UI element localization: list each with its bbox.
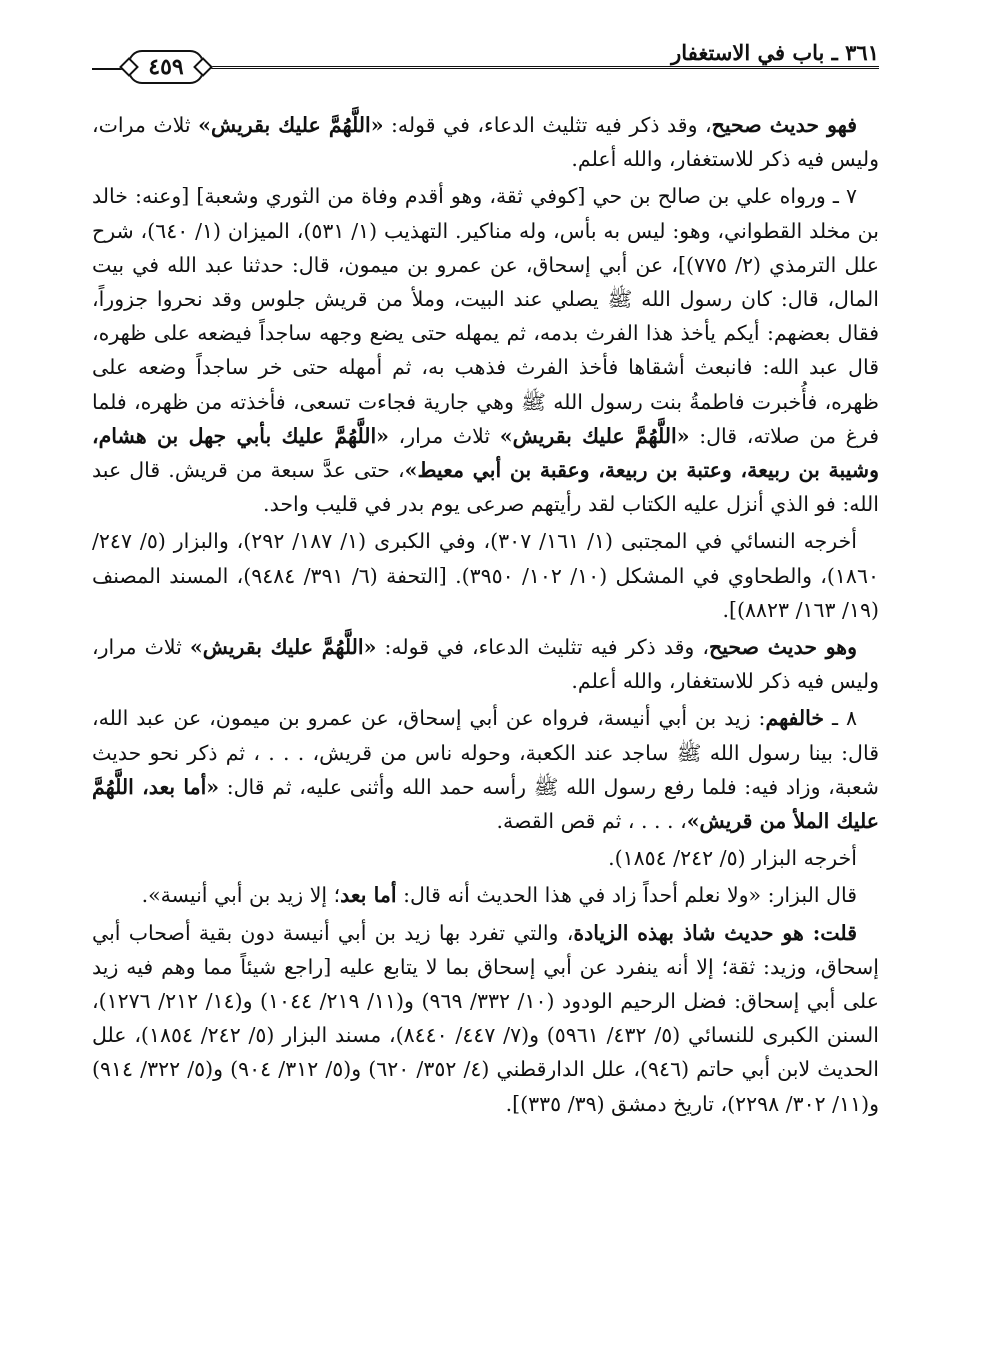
paragraph xyxy=(92,878,879,912)
page-header xyxy=(92,38,879,78)
paragraph xyxy=(92,916,879,1121)
header-rule-left xyxy=(92,68,124,70)
bold-text: «اللَّهُمَّ عليك بأبي جهل بن هشام، وشيبة بن ربيعة، وعتبة بن ربيعة، وعقبة بن أبي معيط» xyxy=(92,423,879,483)
page-body xyxy=(92,108,879,1124)
text-run: : زيد بن أبي أنيسة، فرواه عن أبي إسحاق، عن عمرو بن ميمون، عن عبد الله، قال: بينا رسول الله ﷺ ساجد عند الكعبة، وحوله ناس من قريش، . . . ، ثم ذكر نحو حديث شعبة، وزاد فيه: فلما رفع رسول الله ﷺ رأسه حمد الله وأثنى عليه، ثم قال: xyxy=(92,706,879,799)
paragraph xyxy=(92,524,879,627)
paragraph xyxy=(92,630,879,698)
text-run: ، والتي تفرد بها زيد بن أبي أنيسة دون بقية أصحاب أبي إسحاق، وزيد: ثقة؛ إلا أنه ينفرد عن أبي إسحاق بما لا يتابع عليه [راجع شيئاً مما وهم فيه زيد على أبي إسحاق: فضل الرحيم الودود (١٠/ ٣٣٢/ ٩٦٩) و(١١/ ٢١٩/ ١٠٤٤) و(١٤/ ٢١٢/ ١٢٧٦)، السنن الكبرى للنسائي (٥/ ٤٣٢/ ٥٩٦١) و(٧/ ٤٤٧/ ٨٤٤٠)، مسند البزار (٥/ ٢٤٢/ ١٨٥٤)، علل الحديث لابن أبي حاتم (٩٤٦)، علل الدارقطني (٤/ ٣٥٢/ ٦٢٠) و(٥/ ٣١٢/ ٩٠٤) و(٥/ ٣٢٢/ ٩١٤) و(١١/ ٣٠٢/ ٢٢٩٨)، تاريخ دمشق (٣٩/ ٣٣٥)]. xyxy=(92,920,879,1116)
text-run: ثلاث مرات، وليس فيه ذكر للاستغفار، والله أعلم. xyxy=(92,113,879,172)
text-run: ثلاث مرار، وليس فيه ذكر للاستغفار، والله أعلم. xyxy=(92,635,879,694)
header-rule xyxy=(204,66,879,69)
bold-text: أما بعد xyxy=(340,883,397,908)
page-number: ٤٥٩ xyxy=(128,50,204,84)
bold-text: وهو حديث صحيح xyxy=(709,635,858,660)
chapter-title: ٣٦١ ـ باب في الاستغفار xyxy=(671,40,879,65)
text-run: ٧ ـ ورواه علي بن صالح بن حي [كوفي ثقة، وهو أقدم وفاة من الثوري وشعبة] [وعنه: خالد بن مخلد القطواني، وهو: ليس به بأس، وله مناكير. التهذيب (١/ ٥٣١)، الميزان (١/ ٦٤٠)، شرح علل الترمذي (٢/ ٧٧٥)]، عن أبي إسحاق، عن عمرو بن ميمون، قال: حدثنا عبد الله في بيت المال، قال: كان رسول الله ﷺ يصلي عند البيت، وملأ من قريش جلوس وقد نحروا جزوراً، فقال بعضهم: أيكم يأخذ هذا الفرث بدمه، ثم يمهله حتى يضع وجهه ساجداً فيضعه على ظهره، قال عبد الله: فانبعث أشقاها فأخذ الفرث فذهب به، ثم أمهله حتى خر ساجداً وضعه على ظهره، فأُخبرت فاطمةُ بنت رسول الله ﷺ وهي جارية فجاءت تسعى، فأخذته من ظهره، فلما فرغ من صلاته، قال: xyxy=(92,184,880,448)
paragraph xyxy=(92,108,879,176)
text-run: ٨ ـ xyxy=(824,706,857,731)
text-run: أخرجه النسائي في المجتبى (١/ ١٦١/ ٣٠٧)، وفي الكبرى (١/ ١٨٧/ ٢٩٢)، والبزار (٥/ ٢٤٧/ ١٨٦٠)، والطحاوي في المشكل (١٠/ ١٠٢/ ٣٩٥٠). [التحفة (٦/ ٣٩١/ ٩٤٨٤)، المسند المصنف (١٩/ ١٦٣/ ٨٨٢٣)]. xyxy=(92,529,879,622)
paragraph xyxy=(92,701,879,838)
text-run: أخرجه البزار (٥/ ٢٤٢/ ١٨٥٤). xyxy=(608,846,857,871)
bold-text: «اللَّهُمَّ عليك بقريش» xyxy=(499,423,690,448)
text-run: ، . . . ، ثم قص القصة. xyxy=(496,809,687,834)
bold-text: خالفهم xyxy=(765,706,825,731)
paragraph xyxy=(92,841,879,875)
bold-text: قلت: هو حديث شاذ بهذه الزيادة xyxy=(573,920,858,945)
bold-text: فهو حديث صحيح xyxy=(711,113,858,137)
text-run: ؛ إلا زيد بن أبي أنيسة». xyxy=(141,883,341,908)
text-run: ثلاث مرار، xyxy=(388,423,500,448)
text-run: ، حتى عدَّ سبعة من قريش. قال عبد الله: فو الذي أنزل عليه الكتاب لقد رأيتهم صرعى يوم بدر في قليب واحد. xyxy=(92,458,879,517)
bold-text: «أما بعد، اللَّهُمَّ عليك الملأ من قريش» xyxy=(92,774,879,834)
text-run: ، وقد ذكر فيه تثليث الدعاء، في قوله: xyxy=(376,635,710,660)
text-run: ، وقد ذكر فيه تثليث الدعاء، في قوله: xyxy=(383,113,712,137)
bold-text: «اللَّهُمَّ عليك بقريش» xyxy=(189,635,377,660)
text-run: قال البزار: «ولا نعلم أحداً زاد في هذا الحديث أنه قال: xyxy=(396,883,857,908)
paragraph xyxy=(92,179,879,521)
bold-text: «اللَّهُمَّ عليك بقريش» xyxy=(198,113,384,137)
